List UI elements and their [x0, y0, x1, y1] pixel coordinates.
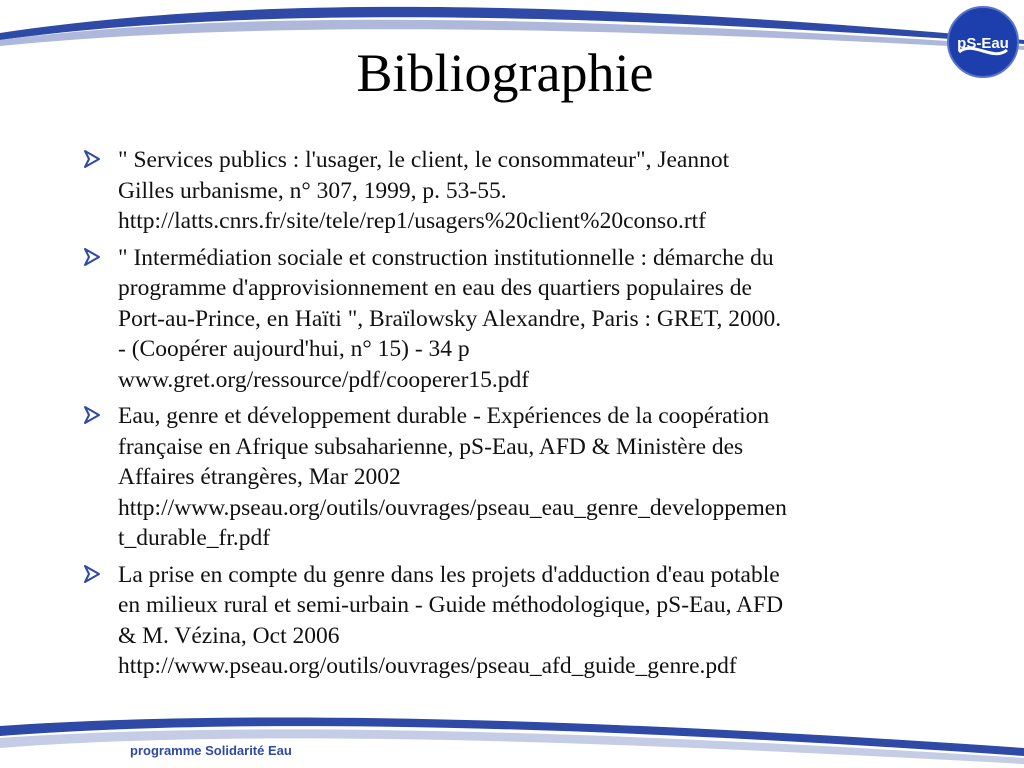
footer-text: programme Solidarité Eau — [130, 743, 292, 758]
bibliography-item — [80, 243, 930, 396]
bibliography-line: programme d'approvisionnement en eau des quartiers populaires de — [118, 275, 752, 301]
bibliography-line: t_durable_fr.pdf — [118, 525, 271, 551]
bibliography-item — [80, 145, 930, 237]
bibliography-line: & M. Vézina, Oct 2006 — [118, 622, 340, 649]
bibliography-line: La prise en compte du genre dans les projets d'adduction d'eau potable — [118, 561, 780, 588]
bibliography-item — [80, 560, 930, 682]
slide-title: Bibliographie — [356, 43, 654, 103]
bibliography-line: http://www.pseau.org/outils/ouvrages/pseau_eau_genre_developpemen — [118, 494, 787, 521]
bibliography-line: - (Coopérer aujourd'hui, n° 15) - 34 p — [118, 336, 470, 362]
bibliography-line: " Services publics : l'usager, le client, le consommateur", Jeannot — [118, 147, 730, 173]
bibliography-line: " Intermédiation sociale et construction institutionnelle : démarche du — [118, 244, 774, 271]
bibliography-line: Affaires étrangères, Mar 2002 — [118, 464, 401, 490]
bibliography-line: Gilles urbanisme, n° 307, 1999, p. 53-55. — [118, 177, 507, 204]
bibliography-line: http://www.pseau.org/outils/ouvrages/pseau_afd_guide_genre.pdf — [118, 653, 737, 679]
arrow-bullet-icon — [82, 149, 102, 169]
bibliography-line: française en Afrique subsaharienne, pS-Eau, AFD & Ministère des — [118, 433, 744, 460]
bibliography-item — [80, 401, 930, 554]
arrow-bullet-icon — [82, 247, 102, 267]
logo-text: pS-Eau — [957, 35, 1009, 52]
arrow-bullet-icon — [82, 564, 102, 584]
bibliography-line: http://latts.cnrs.fr/site/tele/rep1/usagers%20client%20conso.rtf — [118, 208, 706, 234]
bibliography-line: Port-au-Prince, en Haïti ", Braïlowsky Alexandre, Paris : GRET, 2000. — [118, 305, 782, 332]
bibliography-line: www.gret.org/ressource/pdf/cooperer15.pdf — [118, 366, 530, 393]
bibliography-line: en milieux rural et semi-urbain - Guide méthodologique, pS-Eau, AFD — [118, 592, 784, 618]
bibliography-list — [80, 145, 930, 688]
bibliography-line: Eau, genre et développement durable - Expériences de la coopération — [118, 403, 770, 429]
arrow-bullet-icon — [82, 405, 102, 425]
